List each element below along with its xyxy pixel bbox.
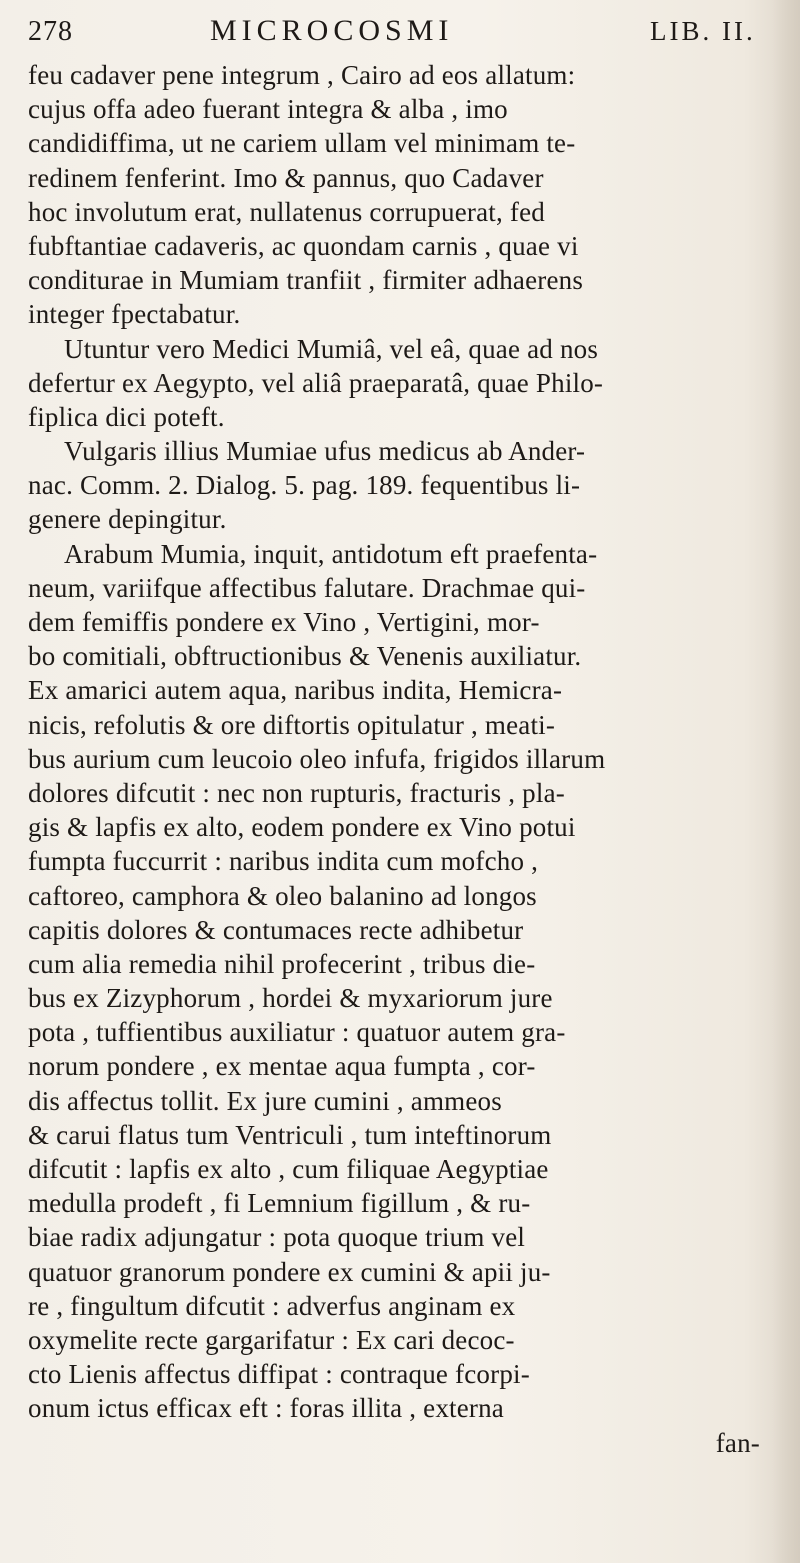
text-line: norum pondere , ex mentae aqua fumpta , cor-: [28, 1051, 536, 1082]
text-line: pota , tuffientibus auxiliatur : quatuor autem gra-: [28, 1017, 566, 1048]
text-line: medulla prodeft , fi Lemnium figillum , & ru-: [28, 1188, 531, 1219]
text-line: dis affectus tollit. Ex jure cumini , ammeos: [28, 1085, 502, 1116]
text-line: Ex amarici autem aqua, naribus indita, Hemicra-: [28, 675, 563, 706]
text-line: Arabum Mumia, inquit, antidotum eft praefenta-: [64, 538, 598, 569]
text-line: dolores difcutit : nec non rupturis, fracturis , pla-: [28, 777, 565, 808]
text-line: cum alia remedia nihil profecerint , tribus die-: [28, 948, 536, 979]
body-text: [28, 58, 770, 1460]
text-line: caftoreo, camphora & oleo balanino ad longos: [28, 880, 537, 911]
text-line: gis & lapfis ex alto, eodem pondere ex Vino potui: [28, 812, 576, 843]
page-edge-shadow: [772, 0, 800, 1563]
text-line: quatuor granorum pondere ex cumini & apii ju-: [28, 1256, 551, 1287]
text-line: bo comitiali, obftructionibus & Venenis auxiliatur.: [28, 641, 582, 672]
text-line: cujus offa adeo fuerant integra & alba , imo: [28, 94, 508, 125]
text-line: feu cadaver pene integrum , Cairo ad eos allatum:: [28, 60, 576, 90]
text-line: nicis, refolutis & ore diftortis opitulatur , meati-: [28, 709, 556, 740]
text-line: defertur ex Aegypto, vel aliâ praeparatâ, quae Philo-: [28, 367, 604, 398]
running-title: MICROCOSMI: [210, 14, 454, 47]
text-line: onum ictus efficax eft : foras illita , externa: [28, 1393, 504, 1424]
text-line: genere depingitur.: [28, 504, 227, 535]
text-line: bus aurium cum leucoio oleo infufa, frigidos illarum: [28, 743, 606, 774]
text-line: dem femiffis pondere ex Vino , Vertigini, mor-: [28, 607, 540, 637]
text-line: redinem fenferint. Imo & pannus, quo Cadaver: [28, 162, 544, 193]
text-line: fiplica dici poteft.: [28, 401, 225, 432]
text-line: biae radix adjungatur : pota quoque trium vel: [28, 1222, 526, 1253]
text-line: fumpta fuccurrit : naribus indita cum mofcho ,: [28, 846, 539, 877]
text-line: bus ex Zizyphorum , hordei & myxariorum jure: [28, 983, 553, 1014]
text-line: neum, variifque affectibus falutare. Drachmae qui-: [28, 572, 586, 603]
text-line: oxymelite recte gargarifatur : Ex cari decoc-: [28, 1324, 515, 1355]
running-head: [28, 14, 770, 54]
text-line: fubftantiae cadaveris, ac quondam carnis , quae vi: [28, 230, 579, 261]
text-line: capitis dolores & contumaces recte adhibetur: [28, 914, 524, 945]
text-line: Utuntur vero Medici Mumiâ, vel eâ, quae ad nos: [64, 333, 599, 364]
text-line: & carui flatus tum Ventriculi , tum inteftinorum: [28, 1119, 552, 1150]
text-line: integer fpectabatur.: [28, 299, 241, 330]
book-marker: LIB. II.: [650, 16, 756, 46]
page-number: 278: [28, 16, 73, 47]
text-line: cto Lienis affectus diffipat : contraque fcorpi-: [28, 1359, 530, 1390]
text-line: candidiffima, ut ne cariem ullam vel minimam te-: [28, 128, 576, 159]
catchword: fan-: [715, 1427, 760, 1458]
text-line: nac. Comm. 2. Dialog. 5. pag. 189. fequentibus li-: [28, 470, 581, 501]
text-line: re , fingultum difcutit : adverfus anginam ex: [28, 1290, 516, 1321]
text-line: Vulgaris illius Mumiae ufus medicus ab Ander-: [64, 436, 586, 467]
text-line: difcutit : lapfis ex alto , cum filiquae Aegyptiae: [28, 1154, 549, 1184]
text-line: conditurae in Mumiam tranfiit , firmiter adhaerens: [28, 265, 584, 296]
text-line: hoc involutum erat, nullatenus corrupuerat, fed: [28, 196, 545, 227]
